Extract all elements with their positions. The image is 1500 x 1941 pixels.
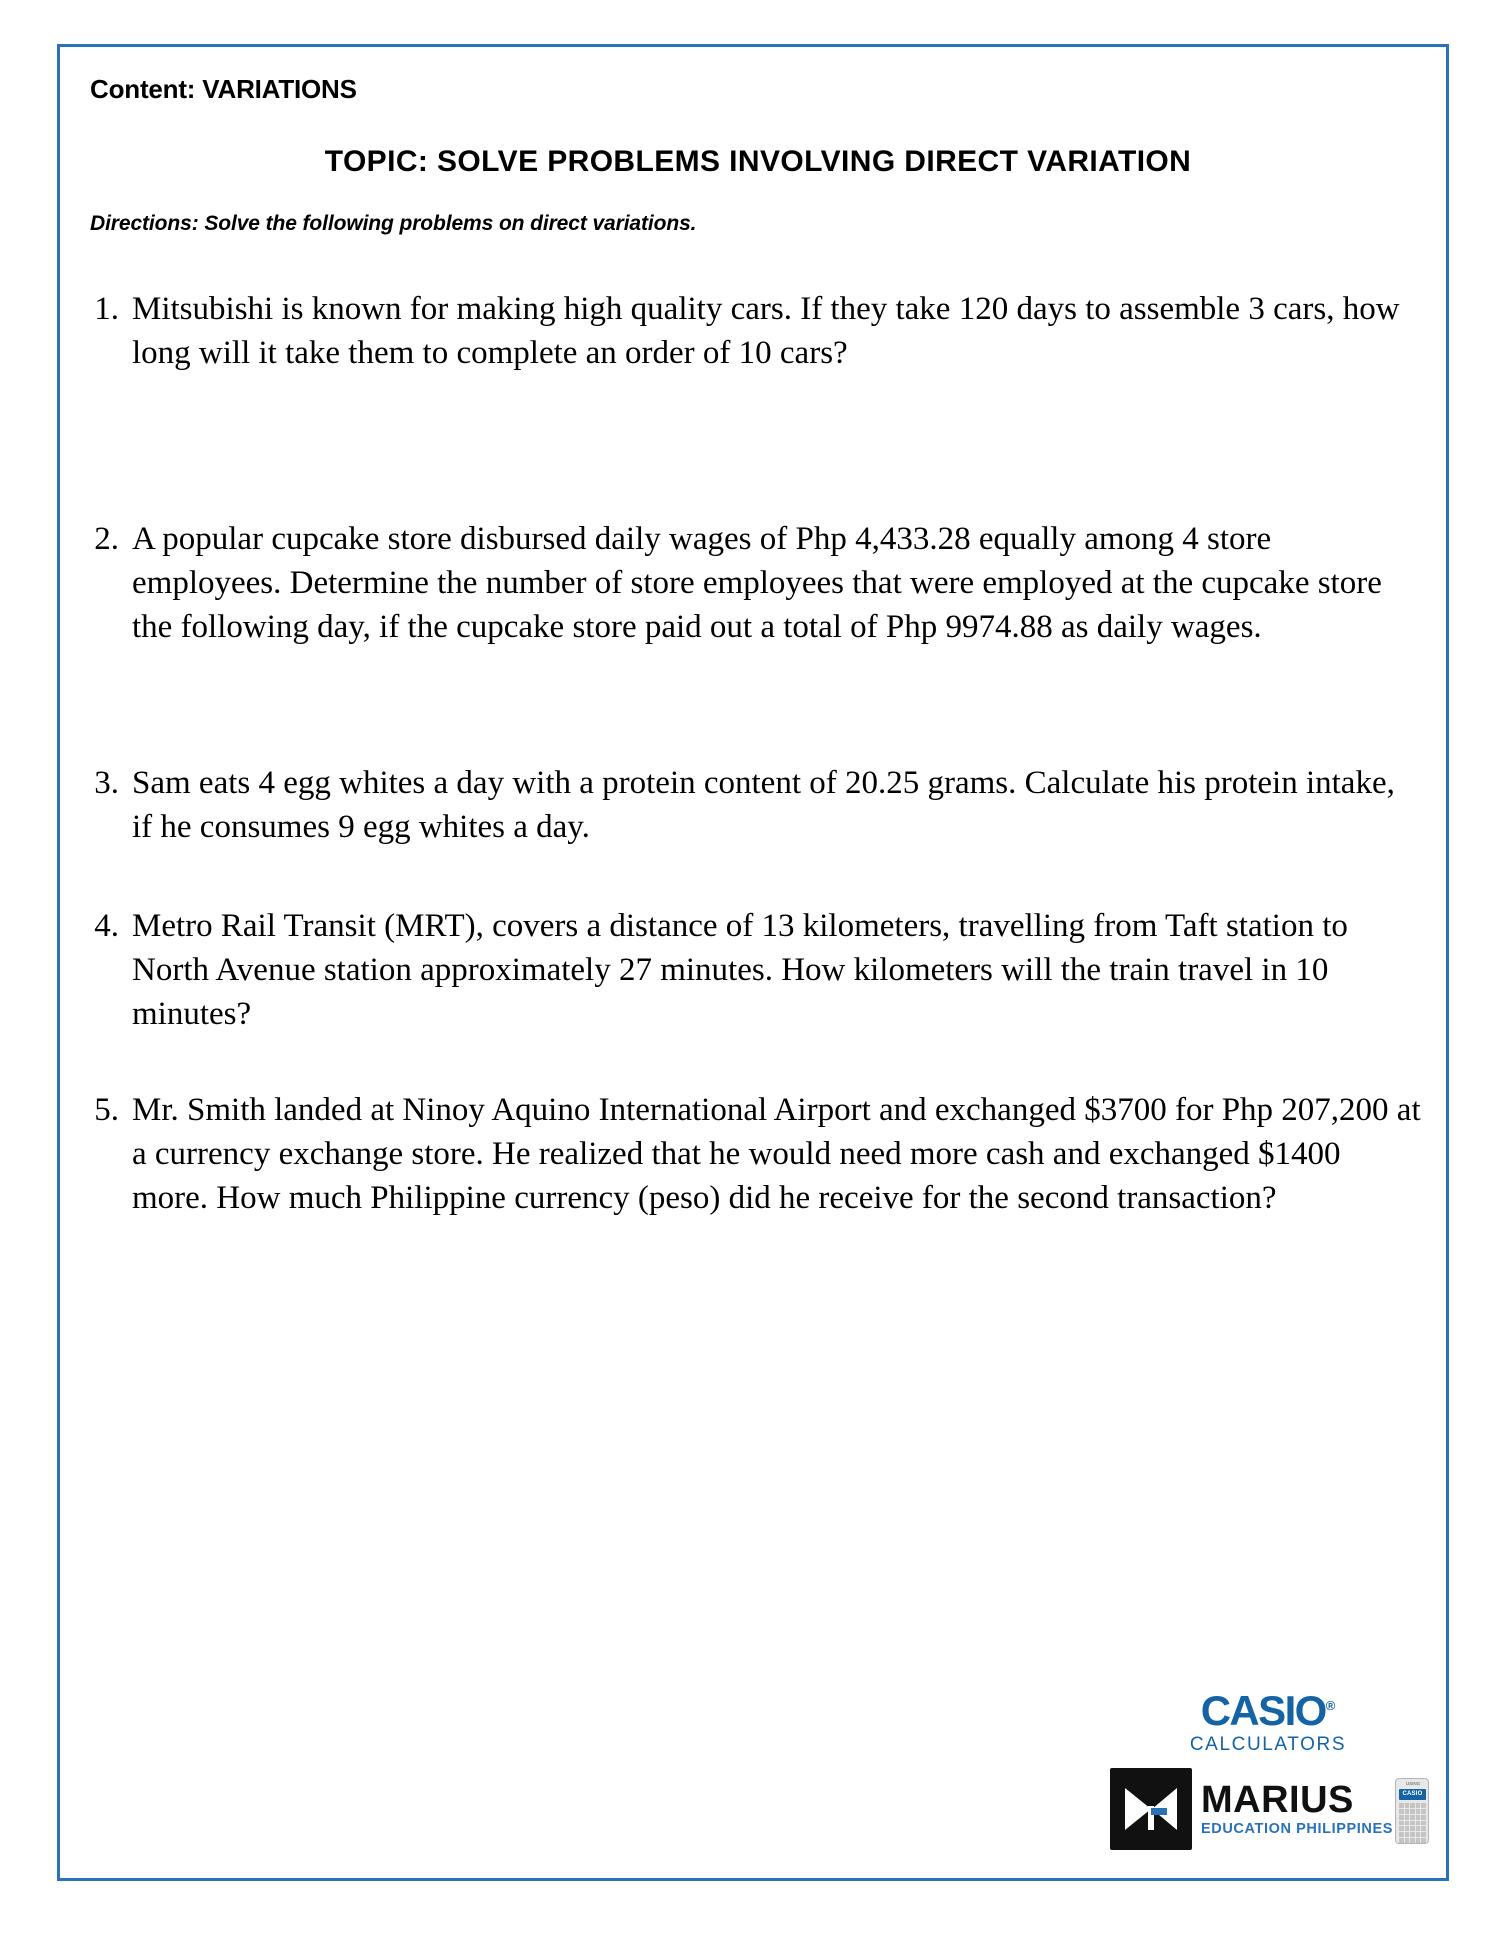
content-header-value: VARIATIONS xyxy=(202,74,357,104)
answer-space-3 xyxy=(86,849,1422,904)
problem-number: 5. xyxy=(94,1092,119,1128)
problem-text: Mitsubishi is known for making high quality cars. If they take 120 days to assemble 3 cars, how long will it take them to complete an order of 10 cars? xyxy=(132,291,1400,371)
problem-list xyxy=(86,287,1422,1220)
calculator-screen xyxy=(1399,1789,1426,1800)
registered-trademark-icon: ® xyxy=(1325,1698,1336,1713)
calculator-keys xyxy=(1399,1803,1426,1843)
content-header xyxy=(90,74,357,105)
casio-subtitle: CALCULATORS xyxy=(1189,1734,1347,1755)
casio-wordmark xyxy=(1201,1684,1336,1733)
marius-tagline: EDUCATION PHILIPPINES xyxy=(1201,1821,1393,1838)
content-header-label: Content: xyxy=(90,74,196,104)
problem-text: Sam eats 4 egg whites a day with a protein content of 20.25 grams. Calculate his protein intake, if he consumes 9 egg whites a day. xyxy=(132,765,1395,845)
logo-area xyxy=(1110,1684,1423,1854)
problem-item-5 xyxy=(86,1088,1422,1220)
calculator-icon xyxy=(1395,1772,1431,1846)
calculator-screen-label: CASIO xyxy=(1402,1791,1423,1797)
directions-text: Directions: Solve the following problems on direct variations. xyxy=(90,212,697,235)
marius-monogram-icon xyxy=(1110,1768,1192,1850)
marius-logo xyxy=(1110,1766,1423,1852)
problem-item-3 xyxy=(86,761,1422,849)
problem-item-1 xyxy=(86,287,1422,375)
calculator-body xyxy=(1395,1778,1429,1844)
answer-space-4 xyxy=(86,1036,1422,1088)
problem-item-2 xyxy=(86,517,1422,649)
casio-wordmark-text: CASIO xyxy=(1200,1687,1326,1734)
problem-text: Metro Rail Transit (MRT), covers a distance of 13 kilometers, travelling from Taft station to North Avenue station approximately 27 minutes. How kilometers will the train travel in 10 minutes? xyxy=(132,908,1348,1032)
problem-item-4 xyxy=(86,904,1422,1036)
problem-text: Mr. Smith landed at Ninoy Aquino International Airport and exchanged $3700 for Php 207,200 at a currency exchange store. He realized that he would need more cash and exchanged $1400 more. How much Philippine currency (peso) did he receive for the second transaction? xyxy=(132,1092,1421,1216)
problem-number: 2. xyxy=(94,521,119,557)
casio-logo xyxy=(1162,1684,1374,1756)
problem-number: 1. xyxy=(94,291,119,327)
marius-text-block xyxy=(1201,1781,1393,1837)
calculator-topmark: USING xyxy=(1405,1781,1421,1786)
problem-number: 4. xyxy=(94,908,119,944)
answer-space-1 xyxy=(86,375,1422,517)
problem-text: A popular cupcake store disbursed daily wages of Php 4,433.28 equally among 4 store employees. Determine the number of store employees that were employed at the cupcake store the following day, if the cupcake store paid out a total of Php 9974.88 as daily wages. xyxy=(132,521,1382,645)
marius-name: MARIUS xyxy=(1201,1779,1354,1822)
page-title: TOPIC: SOLVE PROBLEMS INVOLVING DIRECT VARIATION xyxy=(324,145,1192,178)
worksheet-content xyxy=(60,47,1446,1878)
problem-number: 3. xyxy=(94,765,119,801)
answer-space-2 xyxy=(86,649,1422,761)
